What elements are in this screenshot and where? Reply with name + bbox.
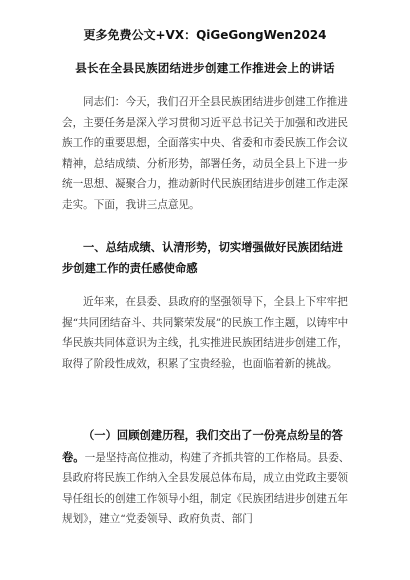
- subsection-paragraph: [62, 425, 352, 530]
- speech-title: 县长在全县民族团结进步创建工作推进会上的讲话: [75, 61, 335, 75]
- paragraph-text: 近年来，在县委、县政府的坚强领导下，全县上下牢牢把握“共同团结奋斗、共同繁荣发展”的民族工作主题，以铸牢中华民族共同体意识为主线，扎实推进民族团结进步创建工作，取得了阶段性成效，积累了宝贵经验，也面临着新的挑战。: [62, 296, 349, 370]
- opening-paragraph: [62, 92, 352, 215]
- subsection-content: [62, 425, 352, 530]
- paragraph-text: 同志们：今天，我们召开全县民族团结进步创建工作推进会，主要任务是深入学习贯彻习近平总书记关于加强和改进民族工作的重要思想，全面落实中央、省委和市委民族工作会议精神，总结成绩、分析形势，部署任务，动员全县上下进一步统一思想、凝聚合力，推动新时代民族团结进步创建工作走深走实。下面，我讲三点意见。: [62, 96, 349, 211]
- section-heading-1: [62, 237, 352, 279]
- watermark-header: 更多免费公文+VX：QiGeGongWen2024: [83, 28, 327, 42]
- heading-text: 一、总结成绩、认清形势，切实增强做好民族团结进步创建工作的责任感使命感: [62, 241, 343, 275]
- subsection-text: 一是坚持高位推动，构建了齐抓共管的工作格局。县委、县政府将民族工作纳入全县发展总体布局，成立由党政主要领导任组长的创建工作领导小组，制定《民族团结进步创建五年规划》，建立“党委领导、政府负责、部门: [62, 451, 350, 525]
- section-paragraph: [62, 292, 352, 374]
- subsection-heading: （一）回顾创建历程，我们交出了一份亮点纷呈的答卷。: [62, 428, 343, 464]
